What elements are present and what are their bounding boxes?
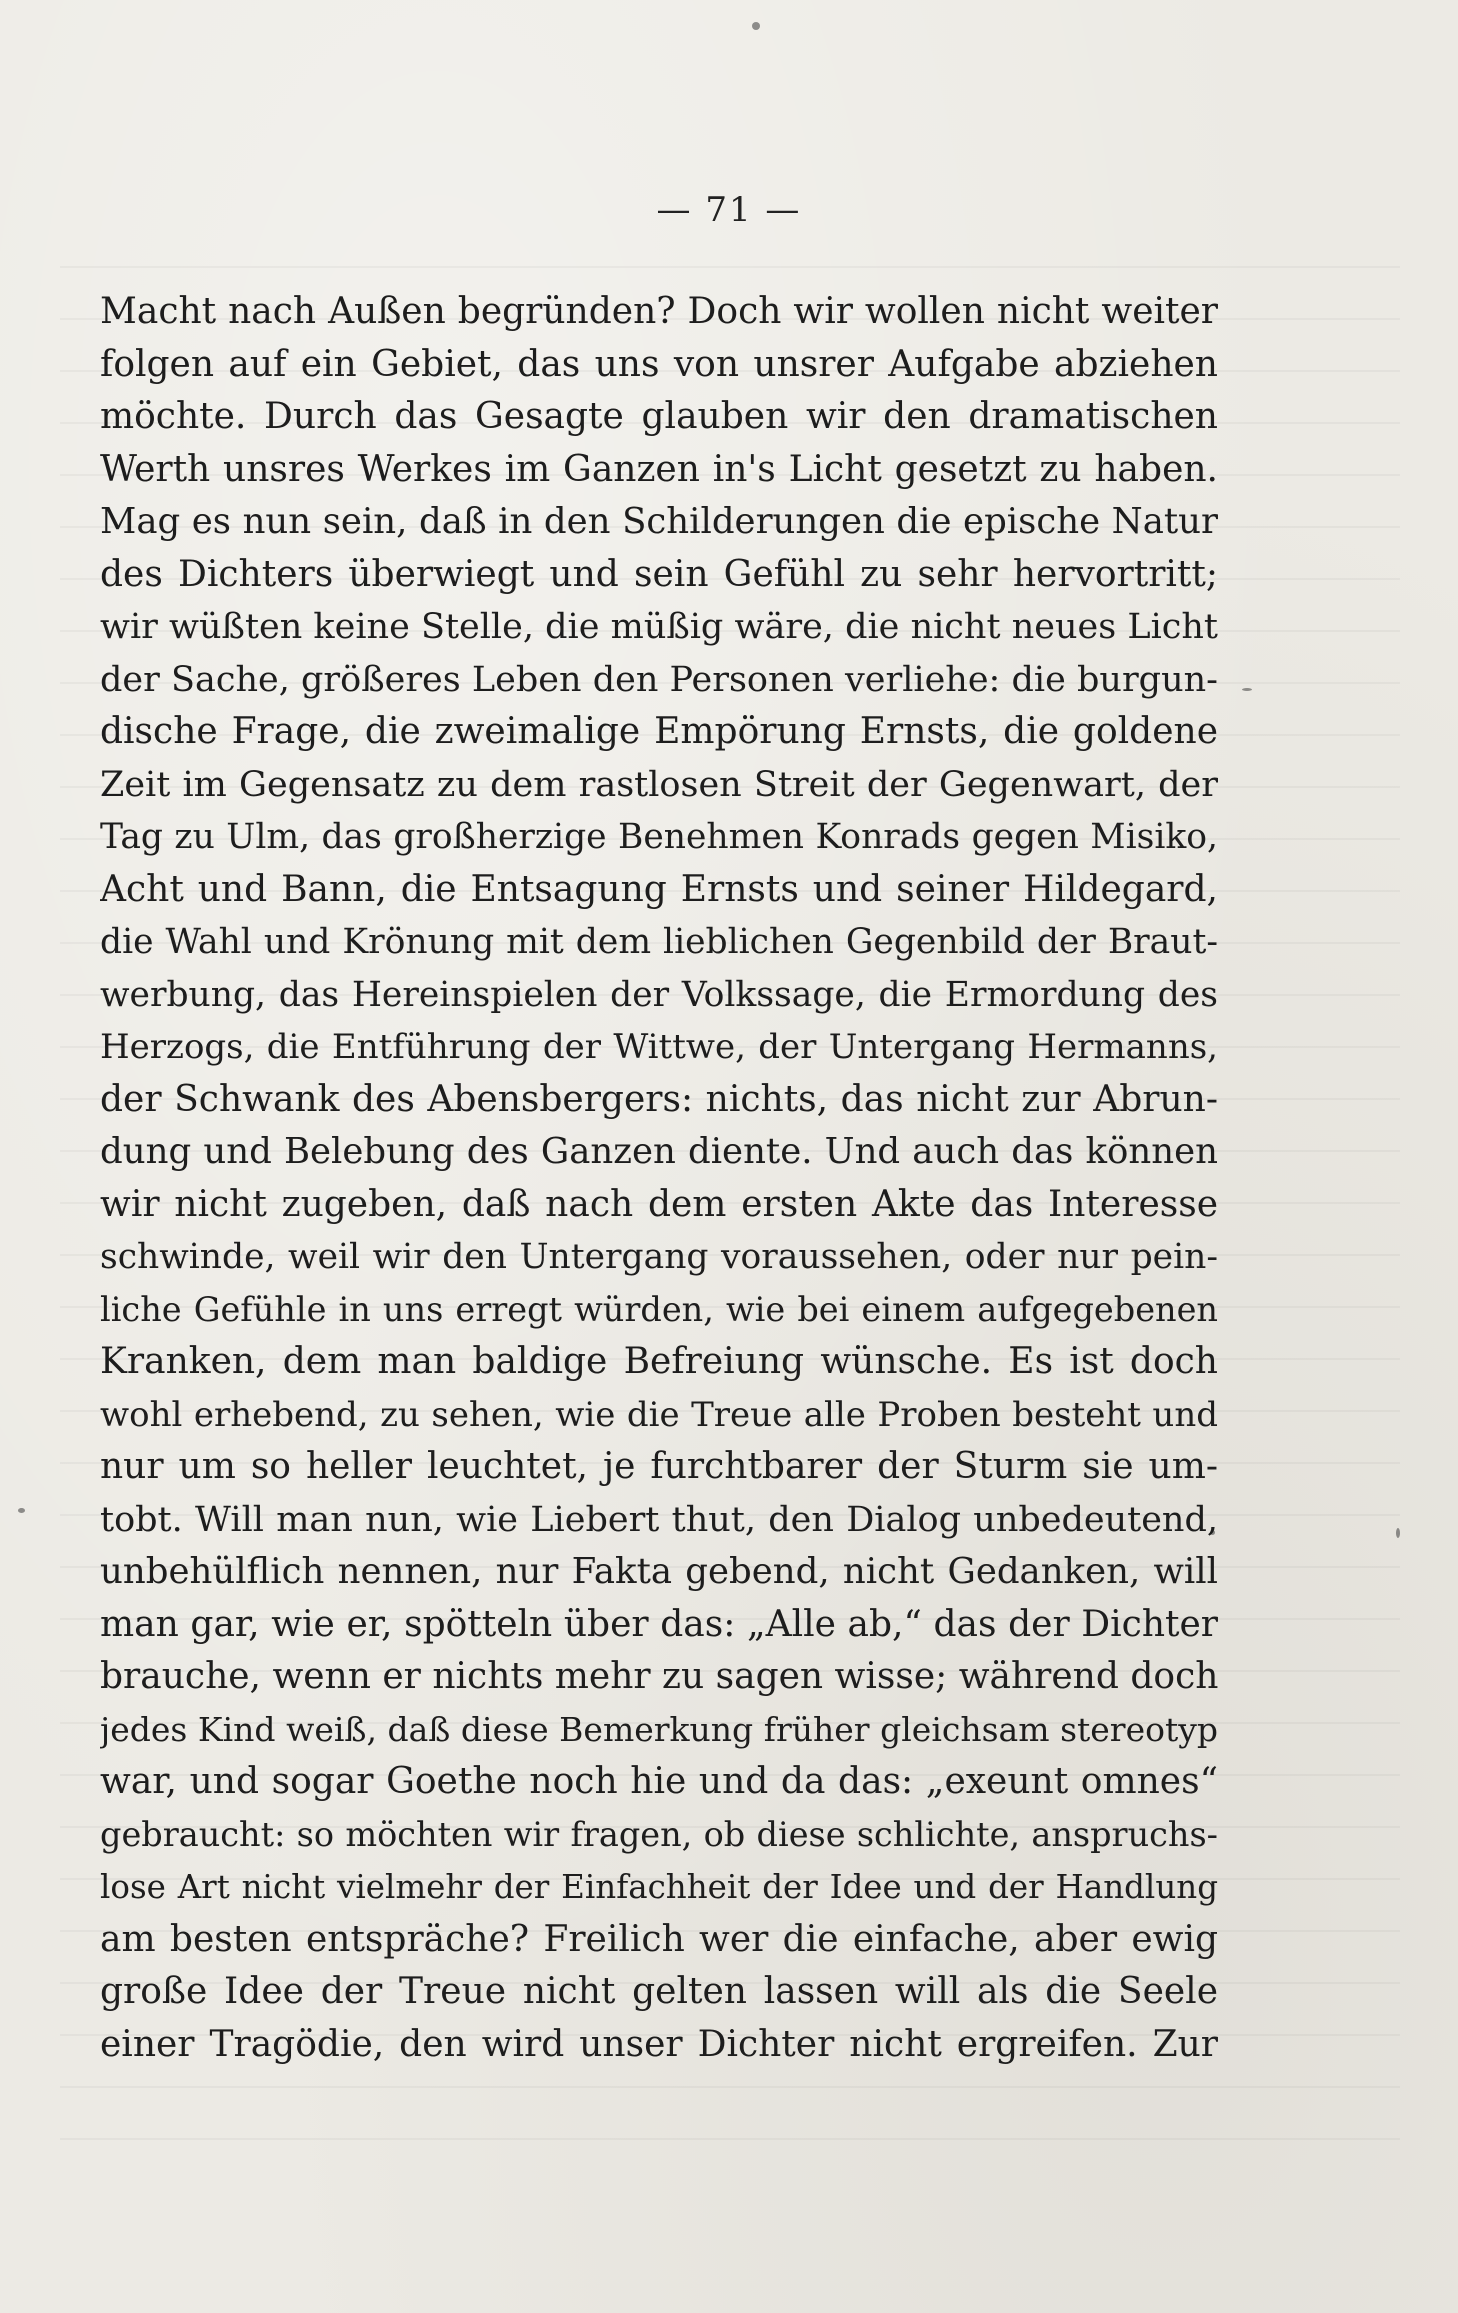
text-line: unbehülflich nennen, nur Fakta gebend, nicht Gedanken, will [100,1551,1218,1592]
ink-speck [18,1508,25,1513]
text-line: lose Art nicht vielmehr der Einfachheit der Idee und der Handlung [100,1868,1218,1906]
text-line: Mag es nun sein, daß in den Schilderungen die epische Natur [100,501,1218,542]
page-number: — 71 — [656,190,802,230]
text-line: der Schwank des Abensbergers: nichts, das nicht zur Abrun- [100,1078,1218,1120]
text-line: brauche, wenn er nichts mehr zu sagen wisse; während doch [100,1656,1218,1697]
body-text [100,286,1218,2071]
text-line: gebraucht: so möchten wir fragen, ob diese schlichte, anspruchs- [100,1814,1218,1854]
ink-speck [752,22,760,30]
text-line: Macht nach Außen begründen? Doch wir wollen nicht weiter [100,291,1218,332]
ink-speck [1242,688,1252,691]
text-line: war, und sogar Goethe noch hie und da das: „exeunt omnes“ [100,1761,1218,1802]
text-line: wir nicht zugeben, daß nach dem ersten Akte das Interesse [100,1183,1218,1225]
text-line: wir wüßten keine Stelle, die müßig wäre, die nicht neues Licht [100,607,1218,647]
text-line: einer Tragödie, den wird unser Dichter nicht ergreifen. Zur [100,2023,1218,2065]
text-line: des Dichters überwiegt und sein Gefühl zu sehr hervortritt; [100,553,1218,595]
text-line: wohl erhebend, zu sehen, wie die Treue alle Proben besteht und [100,1394,1218,1435]
ink-speck [1396,1528,1400,1538]
text-line: Zeit im Gegensatz zu dem rastlosen Streit der Gegenwart, der [100,764,1218,805]
text-line: möchte. Durch das Gesagte glauben wir den dramatischen [100,396,1218,437]
text-line: große Idee der Treue nicht gelten lassen will als die Seele [100,1971,1218,2012]
text-line: tobt. Will man nun, wie Liebert thut, den Dialog unbedeutend, [100,1499,1218,1540]
text-line: schwinde, weil wir den Untergang voraussehen, oder nur pein- [100,1237,1218,1277]
text-line: Herzogs, die Entführung der Wittwe, der Untergang Hermanns, [100,1027,1218,1067]
text-line: liche Gefühle in uns erregt würden, wie bei einem aufgegebenen [100,1289,1218,1329]
text-line: Tag zu Ulm, das großherzige Benehmen Konrads gegen Misiko, [100,817,1218,857]
text-line: Werth unsres Werkes im Ganzen in's Licht gesetzt zu haben. [100,448,1218,490]
text-line: man gar, wie er, spötteln über das: „Alle ab,“ das der Dichter [100,1603,1218,1645]
text-line: dung und Belebung des Ganzen diente. Und auch das können [100,1131,1218,1172]
text-line: werbung, das Hereinspielen der Volkssage, die Ermordung des [100,974,1218,1015]
text-line: der Sache, größeres Leben den Personen verliehe: die burgun- [100,659,1218,700]
text-line: Acht und Bann, die Entsagung Ernsts und seiner Hildegard, [100,868,1218,910]
text-line: nur um so heller leuchtet, je furchtbarer der Sturm sie um- [100,1446,1218,1487]
text-line: am besten entspräche? Freilich wer die einfache, aber ewig [100,1918,1218,1960]
text-line: folgen auf ein Gebiet, das uns von unsrer Aufgabe abziehen [100,343,1218,385]
text-line: die Wahl und Krönung mit dem lieblichen Gegenbild der Braut- [100,922,1218,962]
text-line: dische Frage, die zweimalige Empörung Ernsts, die goldene [100,711,1218,752]
text-line: Kranken, dem man baldige Befreiung wünsche. Es ist doch [100,1341,1218,1382]
text-line: jedes Kind weiß, daß diese Bemerkung früher gleichsam stereotyp [100,1709,1218,1749]
